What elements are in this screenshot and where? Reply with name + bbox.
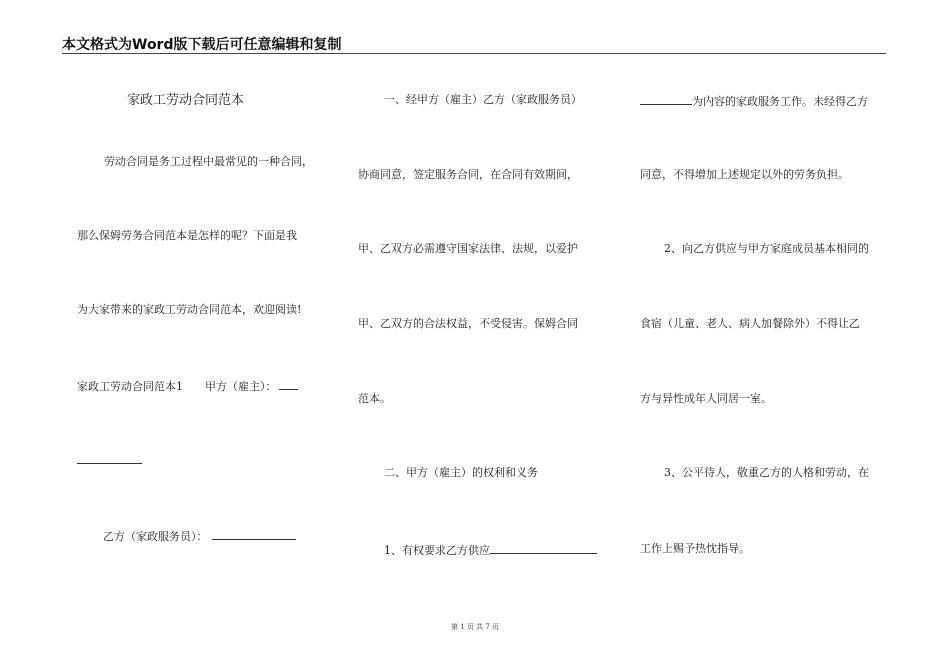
paragraph-line: 为大家带来的家政工劳动合同范本，欢迎阅读! bbox=[77, 303, 302, 316]
fill-blank bbox=[490, 542, 597, 554]
fill-blank bbox=[77, 452, 142, 464]
paragraph-line bbox=[77, 378, 298, 394]
document-header-title: 本文格式为Word版下载后可任意编辑和复制 bbox=[62, 37, 342, 53]
fill-blank bbox=[212, 528, 296, 540]
paragraph-line: 同意，不得增加上述规定以外的劳务负担。 bbox=[640, 168, 849, 181]
paragraph-line: 2、向乙方供应与甲方家庭成员基本相同的 bbox=[664, 242, 869, 255]
paragraph-line bbox=[103, 528, 296, 544]
party-a-label: 家政工劳动合同范本1 甲方（雇主）： bbox=[77, 380, 277, 393]
header-divider bbox=[62, 53, 886, 54]
paragraph-line: 范本。 bbox=[358, 392, 391, 405]
paragraph-line: 甲、乙双方的合法权益，不受侵害。保姆合同 bbox=[358, 317, 578, 330]
paragraph-line: 甲、乙双方必需遵守国家法律、法规，以爱护 bbox=[358, 242, 578, 255]
paragraph-line: 工作上赐予热忱指导。 bbox=[640, 542, 750, 555]
paragraph-line: 食宿（儿童、老人、病人加餐除外）不得让乙 bbox=[640, 317, 860, 330]
paragraph-line: 一、经甲方（雇主）乙方（家政服务员） bbox=[384, 93, 582, 106]
paragraph-line: 协商同意，签定服务合同，在合同有效期间， bbox=[358, 168, 578, 181]
paragraph-line: 3、公平待人，敬重乙方的人格和劳动，在 bbox=[664, 466, 869, 479]
paragraph-line: 劳动合同是务工过程中最常见的一种合同， bbox=[104, 155, 313, 168]
clause-text: 1、有权要求乙方供应 bbox=[384, 544, 490, 557]
clause-text: 为内容的家政服务工作。未经得乙方 bbox=[692, 95, 868, 108]
paragraph-line bbox=[384, 542, 597, 558]
fill-blank bbox=[640, 93, 692, 105]
fill-blank bbox=[279, 378, 298, 390]
paragraph-line: 那么保姆劳务合同范本是怎样的呢？下面是我 bbox=[77, 229, 297, 242]
section-heading: 二、甲方（雇主）的权利和义务 bbox=[384, 466, 538, 479]
document-title: 家政工劳动合同范本 bbox=[127, 93, 245, 108]
paragraph-line: 方与异性成年人同居一室。 bbox=[640, 392, 772, 405]
party-b-label: 乙方（家政服务员）： bbox=[103, 530, 208, 543]
paragraph-line bbox=[640, 93, 868, 109]
page-number-footer: 第 1 页 共 7 页 bbox=[450, 623, 500, 631]
